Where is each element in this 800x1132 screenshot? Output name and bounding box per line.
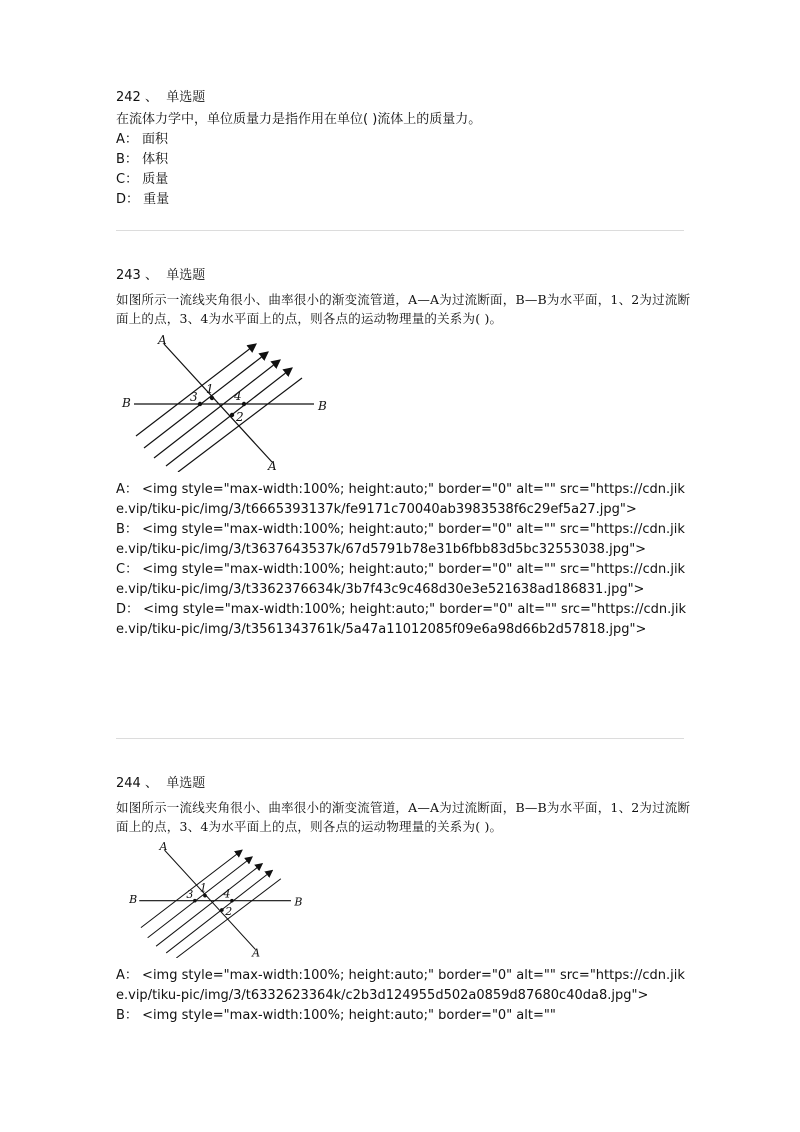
point-2	[220, 908, 224, 912]
option-text: <img style="max-width:100%; height:auto;" border="0" alt="" src="https://cdn.jike.vip/tiku-pic/img/3/t6332623364k/c2b3d124955d502a0859d87680c40da8.jpg">	[116, 968, 685, 1003]
option-text: <img style="max-width:100%; height:auto;" border="0" alt=""	[142, 1008, 556, 1023]
option-a	[116, 130, 688, 150]
point-1	[210, 396, 214, 400]
label-2: 2	[225, 905, 233, 919]
label-4: 4	[223, 887, 231, 901]
option-c	[116, 170, 688, 190]
option-label: C：	[116, 172, 139, 187]
option-text: <img style="max-width:100%; height:auto;" border="0" alt="" src="https://cdn.jike.vip/tiku-pic/img/3/t3561343761k/5a47a11012085f09e6a98d66b2d57818.jpg">	[116, 602, 687, 637]
option-text: 体积	[142, 152, 169, 167]
option-label: A：	[116, 132, 138, 147]
question-stem: 如图所示一流线夹角很小、曲率很小的渐变流管道，A—A为过流断面，B—B为水平面，1、2为过流断面上的点，3、4为水平面上的点，则各点的运动物理量的关系为( )。	[116, 292, 691, 326]
option-b	[116, 520, 688, 560]
option-label: C：	[116, 562, 139, 577]
option-text: 面积	[142, 132, 169, 147]
label-1: 1	[199, 881, 207, 895]
point-4	[242, 402, 246, 406]
point-3	[193, 899, 197, 903]
option-text: 重量	[143, 192, 170, 207]
label-2: 2	[236, 410, 244, 424]
divider	[116, 738, 684, 739]
label-b-left: B	[122, 396, 131, 410]
label-a-bottom: A	[268, 459, 277, 472]
label-1: 1	[206, 382, 214, 396]
label-3: 3	[190, 390, 198, 404]
option-b	[116, 150, 688, 170]
option-label: B：	[116, 152, 138, 167]
label-a-top: A	[159, 840, 168, 854]
point-3	[198, 402, 202, 406]
option-d	[116, 600, 688, 640]
option-c	[116, 560, 688, 600]
label-4: 4	[234, 389, 242, 403]
option-text: <img style="max-width:100%; height:auto;" border="0" alt="" src="https://cdn.jike.vip/tiku-pic/img/3/t3637643537k/67d5791b78e31b6fbb83d5bc32553038.jpg">	[116, 522, 685, 557]
option-d	[116, 190, 688, 210]
question-242	[116, 88, 686, 210]
label-b-right: B	[294, 895, 303, 909]
option-label: B：	[116, 1008, 138, 1023]
option-text: <img style="max-width:100%; height:auto;" border="0" alt="" src="https://cdn.jike.vip/tiku-pic/img/3/t6665393137k/fe9171c70040ab3983538f6c29ef5a27.jpg">	[116, 482, 685, 517]
option-label: D：	[116, 602, 140, 617]
option-text: <img style="max-width:100%; height:auto;" border="0" alt="" src="https://cdn.jike.vip/tiku-pic/img/3/t3362376634k/3b7f43c9c468d30e3e521638ad186831.jpg">	[116, 562, 686, 597]
option-text: 质量	[142, 172, 169, 187]
point-2	[230, 413, 234, 417]
streamline	[144, 352, 268, 448]
label-b-right: B	[318, 399, 327, 413]
option-label: A：	[116, 968, 138, 983]
streamline-figure	[116, 840, 326, 958]
label-a-bottom: A	[252, 946, 261, 958]
option-label: A：	[116, 482, 138, 497]
option-b	[116, 1006, 688, 1026]
option-label: D：	[116, 192, 140, 207]
streamline-figure	[116, 332, 346, 472]
label-a-top: A	[158, 333, 167, 347]
streamline	[148, 857, 253, 938]
point-4	[230, 899, 234, 903]
question-header: 243 、 单选题	[116, 268, 206, 283]
divider	[116, 230, 684, 231]
option-label: B：	[116, 522, 138, 537]
label-3: 3	[186, 888, 194, 902]
question-header: 242 、 单选题	[116, 90, 206, 105]
question-stem: 在流体力学中，单位质量力是指作用在单位( )流体上的质量力。	[116, 112, 482, 127]
question-244	[116, 774, 691, 1026]
option-a	[116, 480, 688, 520]
question-header: 244 、 单选题	[116, 776, 206, 791]
option-a	[116, 966, 688, 1006]
question-stem: 如图所示一流线夹角很小、曲率很小的渐变流管道，A—A为过流断面，B—B为水平面，1、2为过流断面上的点，3、4为水平面上的点，则各点的运动物理量的关系为( )。	[116, 800, 691, 834]
label-b-left: B	[129, 893, 138, 907]
question-243	[116, 266, 691, 640]
